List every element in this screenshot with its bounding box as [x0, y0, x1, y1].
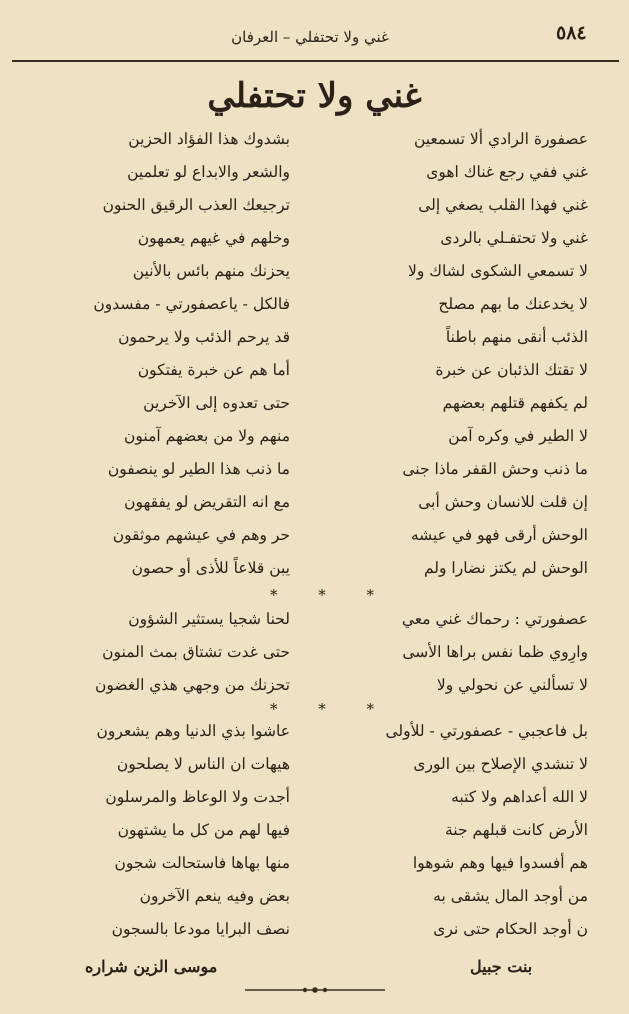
- verse-line: حتى تعدوه إلى الآخرين: [143, 394, 290, 412]
- verse-line: الوحش لم يكتز نضارا ولم: [423, 559, 588, 577]
- verse-line: بعض وفيه ينعم الآخرون: [139, 887, 290, 905]
- verse-line: ما ذنب هذا الطير لو ينصفون: [107, 460, 290, 478]
- verse-line: غني ولا تحتفـلي بالردى: [440, 229, 588, 247]
- signature-author: موسى الزين شراره: [85, 957, 218, 976]
- verse-line: أجدت ولا الوعاظ والمرسلون: [105, 788, 290, 806]
- verse-line: لحنا شجيا يستثير الشؤون: [128, 610, 290, 628]
- verse-line: لا يخدعنك ما بهم مصلح: [438, 295, 588, 313]
- verse-line: بل فاعجبي - عصفورتي - للأولى: [385, 722, 588, 740]
- header-rule: [12, 60, 619, 62]
- verse-line: لم يكفهم قتلهم بعضهم: [442, 394, 588, 412]
- verse-line: منهم ولا من بعضهم آمنون: [124, 427, 290, 445]
- verse-line: ترجيعك العذب الرقيق الحنون: [102, 196, 290, 214]
- verse-line: عصفورة الرادي ألا تسمعين: [413, 130, 588, 148]
- signature-place: بنت جبيل: [470, 957, 533, 976]
- verse-line: فيها لهم من كل ما يشتهون: [117, 821, 290, 839]
- page-number: ٥٨٤: [556, 22, 587, 44]
- verse-line: منها بهاها فاستحالت شجون: [114, 854, 290, 872]
- verse-line: هيهات ان الناس لا يصلحون: [116, 755, 290, 773]
- verse-line: لا تسألني عن نحولي ولا: [436, 676, 588, 694]
- verse-line: ما ذنب وحش القفر ماذا جنى: [402, 460, 588, 478]
- stanza-separator: * * *: [270, 700, 393, 718]
- verse-line: إن قلت للانسان وحش أبى: [418, 493, 588, 511]
- verse-line: مع انه التقريض لو يفقهون: [124, 493, 290, 511]
- verse-line: حتى غدت تشتاق بمث المنون: [102, 643, 290, 661]
- verse-line: وخلهم في غيهم يعمهون: [137, 229, 290, 247]
- verse-line: بشدوك هذا الفؤاد الحزين: [128, 130, 290, 148]
- verse-line: الذئب أنقى منهم باطناً: [445, 328, 588, 346]
- stanza-separator: * * *: [270, 586, 393, 604]
- verse-line: الوحش أرقى فهو في عيشه: [410, 526, 588, 544]
- verse-line: يحزنك منهم بائس بالأنين: [132, 262, 290, 280]
- poem-title: غني ولا تحتفلي: [207, 76, 422, 116]
- verse-line: فالكل - ياعصفورتي - مفسدون: [93, 295, 290, 313]
- verse-line: أما هم عن خبرة يفتكون: [137, 361, 290, 379]
- verse-line: هم أفسدوا فيها وهم شوهوا: [412, 854, 588, 872]
- verse-line: لا تنشدي الإصلاح بين الورى: [413, 755, 588, 773]
- verse-line: عصفورتي : رحماك غني معي: [401, 610, 588, 628]
- verse-line: غني فهذا القلب يصغي إلى: [418, 196, 588, 214]
- verse-line: من أوجد المال يشقى به: [433, 887, 588, 905]
- verse-line: يبن قلاعاً للأذى أو حصون: [131, 559, 290, 577]
- ornament-rule: [245, 985, 385, 995]
- verse-line: الأرض كانت قبلهم جنة: [444, 821, 588, 839]
- verse-line: ن أوجد الحكام حتى نرى: [433, 920, 588, 938]
- verse-line: لا الطير في وكره آمن: [448, 427, 588, 445]
- verse-line: غني ففي رجع غناك اهوى: [426, 163, 588, 181]
- verse-line: لا الله أعداهم ولا كتبه: [451, 788, 588, 806]
- verse-line: عاشوا بذي الدنيا وهم يشعرون: [96, 722, 290, 740]
- running-title: غني ولا تحتفلي – العرفان: [231, 28, 389, 46]
- verse-line: وارِوي ظما نفس براها الأسى: [402, 643, 588, 661]
- verse-line: والشعر والابداع لو تعلمين: [127, 163, 290, 181]
- verse-line: نصف البرايا مودعا بالسجون: [111, 920, 290, 938]
- verse-line: حر وهم في عيشهم موثقون: [112, 526, 290, 544]
- verse-line: لا تقتك الذئبان عن خبرة: [435, 361, 588, 379]
- verse-line: قد يرحم الذئب ولا يرحمون: [118, 328, 290, 346]
- verse-line: تحزنك من وجهي هذي الغضون: [95, 676, 290, 694]
- verse-line: لا تسمعي الشكوى لشاك ولا: [408, 262, 588, 280]
